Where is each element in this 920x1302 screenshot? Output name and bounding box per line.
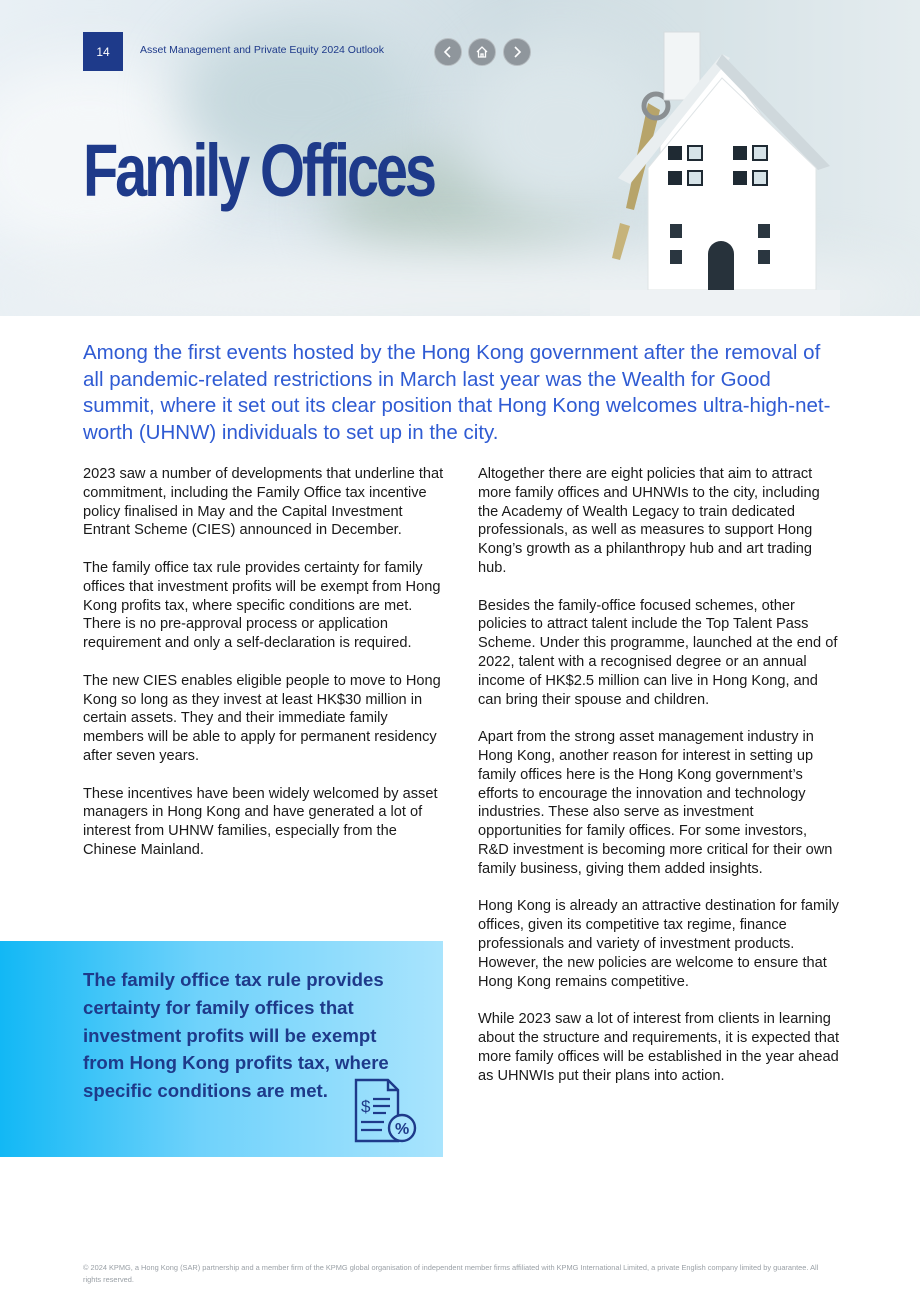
house-model-image (590, 28, 840, 316)
next-page-button[interactable] (503, 38, 531, 66)
body-paragraph: The new CIES enables eligible people to move to Hong Kong so long as they invest at least HK$30 million in certain assets. They and their immediate family members will be able to apply for permanent residency after seven years. (83, 672, 441, 764)
body-paragraph: Apart from the strong asset management industry in Hong Kong, another reason for interest in setting up family offices here is the Hong Kong government’s efforts to encourage the innovation and technology industries. These also serve as investment opportunities for family offices. For some investors, R&D investment is becoming more critical for their own family business, giving them added insights. (478, 729, 833, 877)
callout-quote: The family office tax rule provides certainty for family offices that investment profits will be exempt from Hong Kong profits tax, where specific conditions are met. (83, 969, 389, 1102)
right-column (478, 465, 840, 1104)
left-column (83, 465, 445, 879)
body-paragraph: 2023 saw a number of developments that underline that commitment, including the Family Office tax incentive policy finalised in May and the Capital Investment Entrant Scheme (CIES) announced in December. (83, 466, 444, 539)
copyright-footer: © 2024 KPMG, a Hong Kong (SAR) partnership and a member firm of the KPMG global organisation of independent member firms affiliated with KPMG International Limited, a private English company limited by guarantee. All rights reserved. (83, 1263, 819, 1284)
svg-text:$: $ (361, 1097, 371, 1116)
chevron-right-icon (511, 46, 523, 58)
body-paragraph: The family office tax rule provides certainty for family offices that investment profits will be exempt from Hong Kong profits tax, where specific conditions are met. There is no pre-approval process or application requirement and only a self-declaration is required. (83, 559, 441, 652)
body-paragraph: While 2023 saw a lot of interest from clients in learning about the structure and requirements, it is expected that more family offices will be established in the year ahead as UHNWIs put their plans into action. (478, 1011, 839, 1084)
chevron-left-icon (442, 46, 454, 58)
body-paragraph: Hong Kong is already an attractive destination for family offices, given its competitive tax regime, finance professionals and variety of investment products. However, the new policies are welcome to ensure that Hong Kong remains competitive. (478, 898, 839, 990)
body-paragraph: Altogether there are eight policies that aim to attract more family offices and UHNWIs to the city, including the Academy of Wealth Legacy to train dedicated professionals, as well as measures to support Hong Kong’s growth as a philanthropy hub and art trading hub. (478, 466, 820, 576)
home-icon (475, 45, 489, 59)
intro-paragraph: Among the first events hosted by the Hong Kong government after the removal of all pandemic-related restrictions in March last year was the Wealth for Good summit, where it set out its clear position that Hong Kong welcomes ultra-high-net-worth (UHNW) individuals to set up in the city. (83, 341, 831, 444)
previous-page-button[interactable] (434, 38, 462, 66)
page-title: Family Offices (83, 129, 434, 212)
svg-text:%: % (395, 1121, 410, 1138)
tax-document-icon (352, 1077, 420, 1145)
home-button[interactable] (468, 38, 496, 66)
running-title: Asset Management and Private Equity 2024 Outlook (140, 44, 384, 56)
body-paragraph: These incentives have been widely welcomed by asset managers in Hong Kong and have generated a lot of interest from UHNW families, especially from the Chinese Mainland. (83, 785, 438, 858)
body-paragraph: Besides the family-office focused schemes, other policies to attract talent include the Top Talent Pass Scheme. Under this programme, launched at the end of 2022, talent with a recognised degree or an annual income of HK$2.5 million can live in Hong Kong, and can bring their spouse and children. (478, 597, 838, 708)
page-number-badge: 14 (83, 32, 123, 71)
